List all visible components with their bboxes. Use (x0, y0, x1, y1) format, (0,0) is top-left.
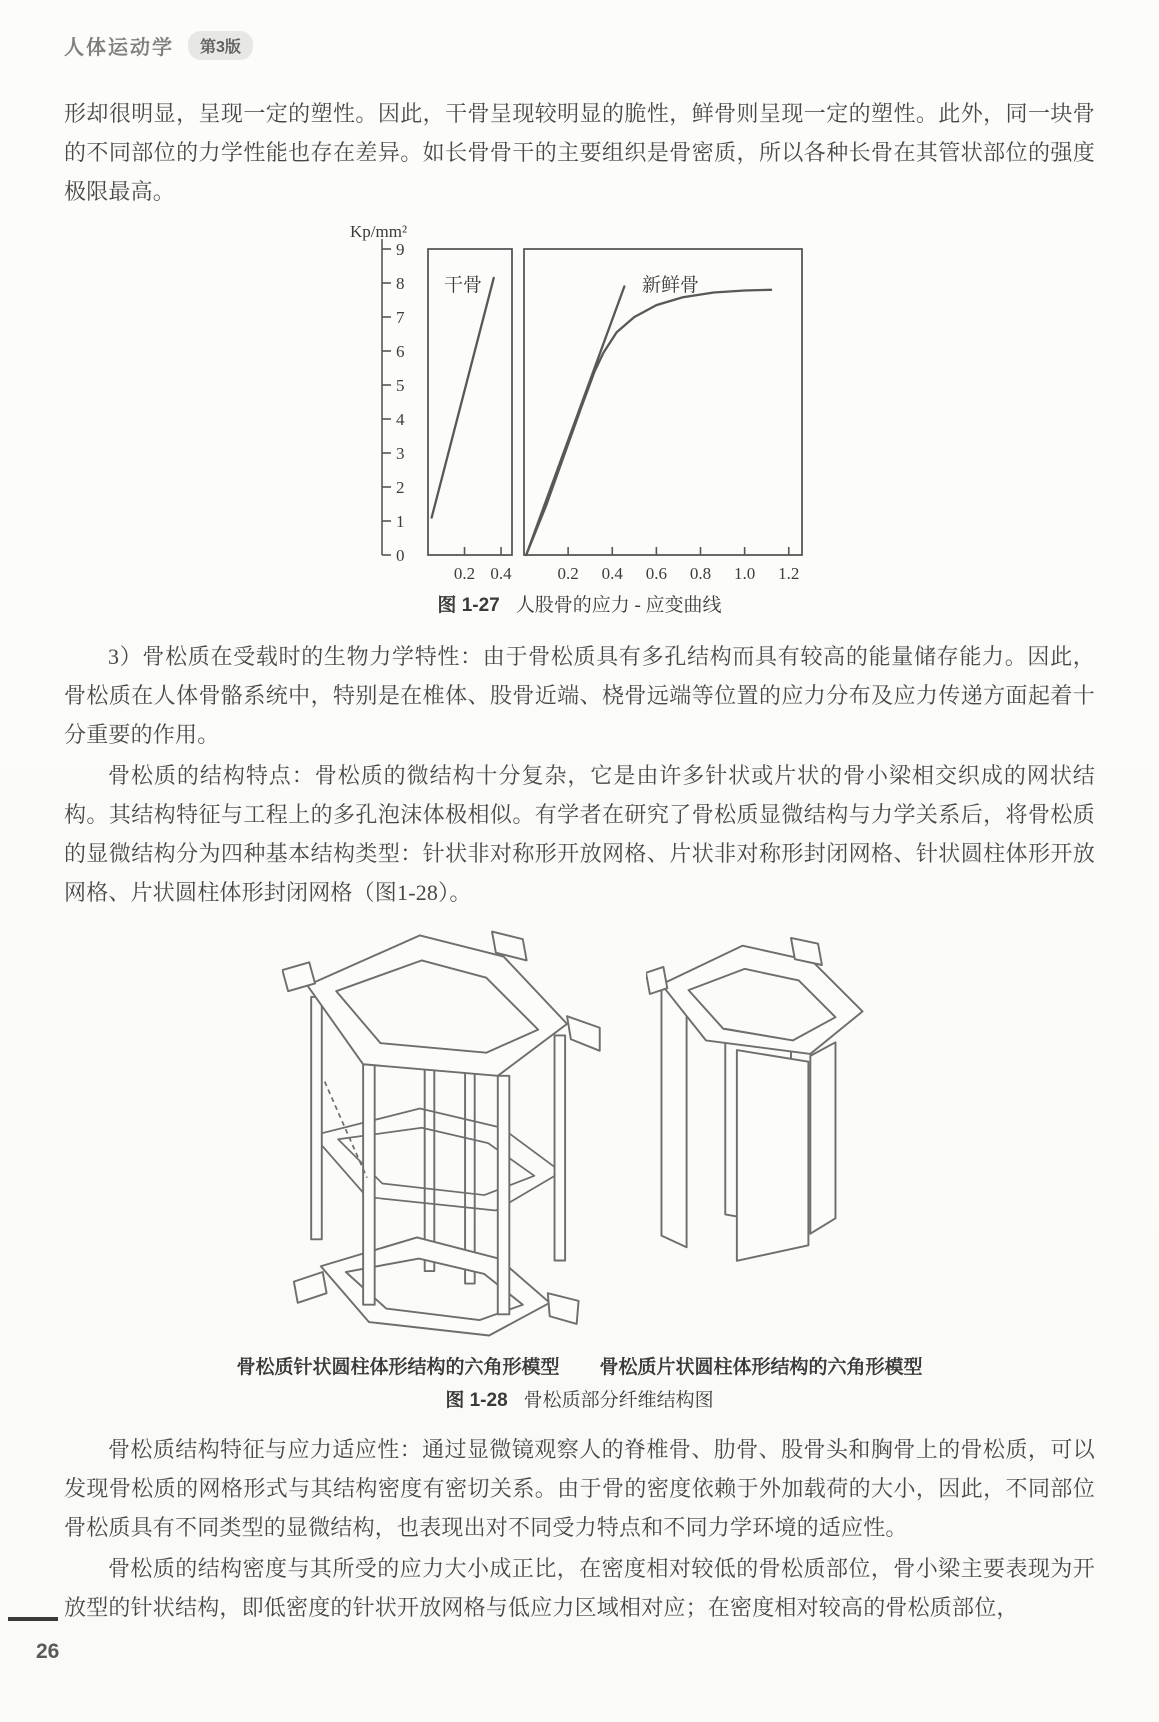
footer-rule (8, 1617, 58, 1621)
stress-strain-chart (340, 219, 820, 587)
page-header (64, 30, 1095, 60)
series-label-0: 干骨 (443, 275, 482, 296)
model-rod (497, 1076, 509, 1315)
needle-model-caption: 骨松质针状圆柱体形结构的六角形模型 (236, 1357, 560, 1378)
model-stub (547, 1293, 578, 1324)
x-axis-tick-label: 1.2 (777, 564, 799, 583)
edition-badge: 第3版 (188, 31, 253, 60)
model-brace (324, 1082, 366, 1178)
figure-1-27-caption (64, 591, 1095, 621)
y-axis-tick-label: 7 (395, 308, 404, 327)
plate-model-caption: 骨松质片状圆柱体形结构的六角形模型 (599, 1357, 923, 1378)
x-axis-tick-label: 0.2 (557, 564, 579, 583)
plate-cylinder-hexagon-model-drawing (646, 936, 878, 1284)
model-rod (554, 1035, 565, 1260)
y-axis-tick-label: 8 (395, 274, 404, 293)
x-axis-tick-label: 0.4 (601, 564, 623, 583)
model-top-ring (307, 935, 567, 1075)
model-drawings-row (64, 920, 1095, 1348)
curve-新鲜骨 (526, 290, 771, 555)
y-axis-tick-label: 6 (395, 342, 404, 361)
x-axis-tick-label: 0.4 (489, 564, 512, 583)
figure-1-27-caption-text: 人股骨的应力 - 应变曲线 (515, 595, 722, 616)
model-rod (311, 997, 322, 1239)
needle-cylinder-hexagon-model-drawing (282, 920, 602, 1348)
model-middle-ring (313, 1109, 561, 1211)
model-stub (646, 967, 667, 994)
y-axis-tick-label: 2 (395, 478, 404, 497)
model-plate (736, 1050, 808, 1261)
paragraph-density-stress: 骨松质的结构密度与其所受的应力大小成正比，在密度相对较低的骨松质部位，骨小梁主要表现为开放型的针状结构，即低密度的针状开放网格与低应力区域相对应；在密度相对较高的骨松质部位， (64, 1556, 1095, 1620)
y-axis-tick-label: 5 (395, 376, 404, 395)
model-top-ring (661, 946, 862, 1054)
model-rod (424, 1055, 434, 1271)
figure-1-28-caption-label: 图 1-28 (445, 1390, 508, 1411)
model-bottom-ring (320, 1237, 549, 1335)
model-stub (293, 1272, 326, 1303)
model-plate (810, 1042, 835, 1233)
curve-干骨 (431, 278, 493, 518)
x-axis-tick-label: 0.8 (689, 564, 711, 583)
plate-model-wrap (646, 936, 878, 1289)
y-axis-unit-label: Kp/mm² (349, 222, 407, 241)
model-stub (567, 1016, 600, 1051)
paragraph-mechanical-properties: 形却很明显，呈现一定的塑性。因此，干骨呈现较明显的脆性，鲜骨则呈现一定的塑性。此外，同一块骨的不同部位的力学性能也存在差异。如长骨骨干的主要组织是骨密质，所以各种长骨在其管状部位的强度极限最高。 (64, 101, 1095, 204)
paragraph-cancellous-biomechanics: 3）骨松质在受载时的生物力学特性：由于骨松质具有多孔结构而具有较高的能量储存能力。因此，骨松质在人体骨骼系统中，特别是在椎体、股骨近端、桡骨远端等位置的应力分布及应力传递方面起着十分重要的作用。 (64, 644, 1095, 747)
book-title: 人体运动学 (64, 36, 174, 59)
y-axis-tick-label: 3 (395, 444, 404, 463)
y-axis-tick-label: 0 (395, 546, 404, 565)
figure-1-28-caption-text: 骨松质部分纤维结构图 (523, 1390, 714, 1411)
x-axis-tick-label: 1.0 (733, 564, 755, 583)
paragraph-cancellous-structure: 骨松质的结构特点：骨松质的微结构十分复杂，它是由许多针状或片状的骨小梁相交织成的网状结构。其结构特征与工程上的多孔泡沫体极相似。有学者在研究了骨松质显微结构与力学关系后，将骨松质的显微结构分为四种基本结构类型：针状非对称形开放网格、片状非对称形封闭网格、针状圆柱体形开放网格、片状圆柱体形封闭网格（图1-28）。 (64, 763, 1095, 905)
y-axis-tick-label: 9 (395, 240, 404, 259)
y-axis-tick-label: 4 (395, 410, 404, 429)
figure-1-28 (64, 920, 1095, 1416)
x-axis-tick-label: 0.2 (453, 564, 475, 583)
y-axis-tick-label: 1 (395, 512, 404, 531)
series-label-1: 新鲜骨 (641, 275, 699, 296)
figure-1-27 (64, 219, 1095, 621)
model-rod (363, 1064, 375, 1304)
figure-1-27-caption-label: 图 1-27 (437, 595, 500, 616)
page-number: 26 (36, 1640, 60, 1663)
paragraph-structure-adaptability: 骨松质结构特征与应力适应性：通过显微镜观察人的脊椎骨、肋骨、股骨头和胸骨上的骨松质，可以发现骨松质的网格形式与其结构密度有密切关系。由于骨的密度依赖于外加载荷的大小，因此，不同部位骨松质具有不同类型的显微结构，也表现出对不同受力特点和不同力学环境的适应性。 (64, 1437, 1095, 1540)
model-captions (64, 1354, 1095, 1382)
figure-1-28-caption (64, 1386, 1095, 1416)
model-plate (661, 986, 686, 1247)
x-axis-tick-label: 0.6 (645, 564, 667, 583)
